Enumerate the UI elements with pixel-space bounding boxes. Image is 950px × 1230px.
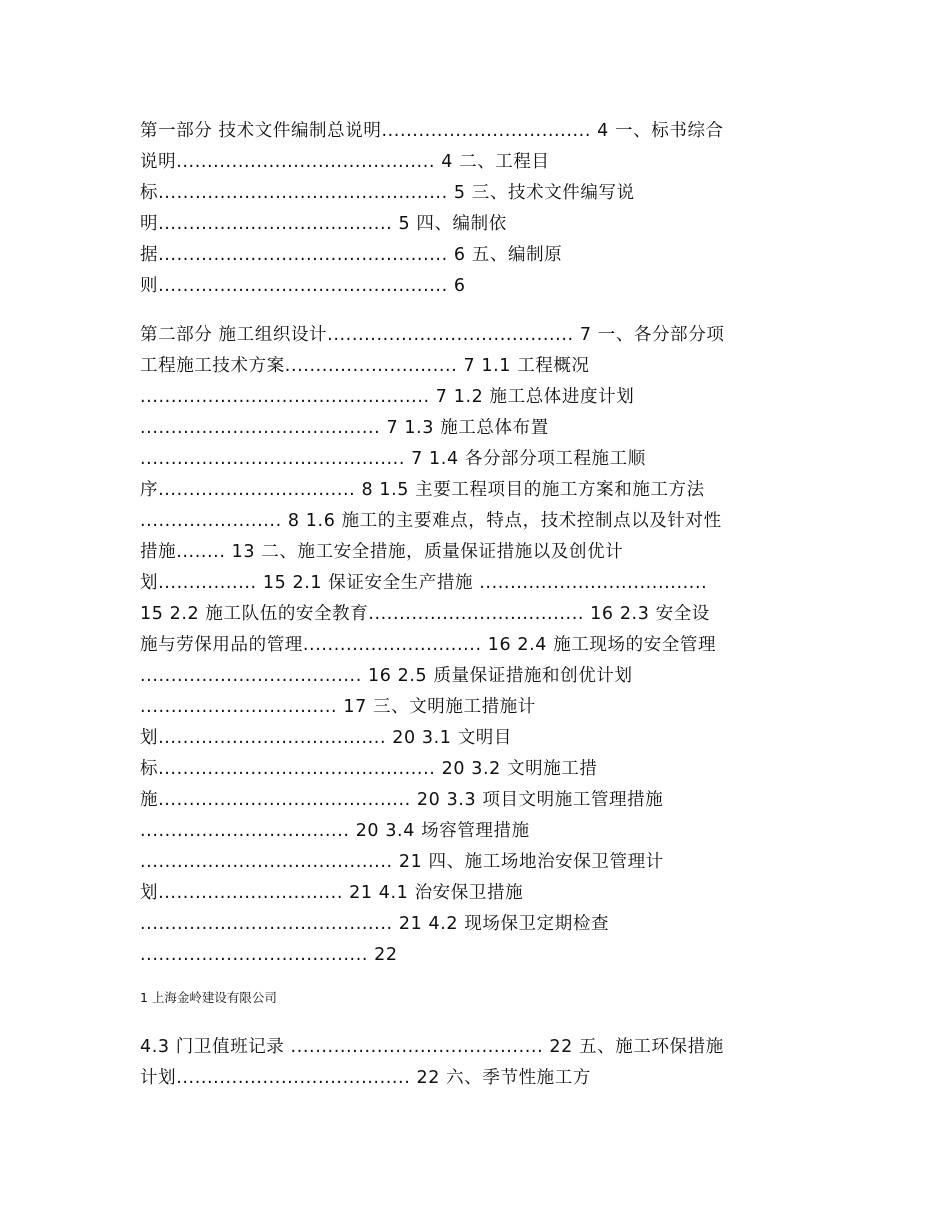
toc-line: .................................. 20 3.4 场容管理措施 — [140, 821, 530, 841]
toc-line: ......................................... 21 4.2 现场保卫定期检查 — [140, 914, 610, 934]
toc-line: 明...................................... 5 四、编制依 — [140, 214, 507, 234]
toc-line: 施与劳保用品的管理............................. 16 2.4 施工现场的安全管理 — [140, 635, 717, 655]
toc-line: 划..................................... 20 3.1 文明目 — [140, 728, 513, 748]
toc-line: ................................ 17 三、文明施工措施计 — [140, 697, 536, 717]
toc-line: 据............................................... 6 五、编制原 — [140, 245, 563, 265]
toc-line: ............................................... 7 1.2 施工总体进度计划 — [140, 387, 635, 407]
toc-line: 措施........ 13 二、施工安全措施，质量保证措施以及创优计 — [140, 542, 624, 562]
page-footer: 1 上海金岭建设有限公司 — [140, 990, 277, 1005]
toc-line: .................................... 16 2.5 质量保证措施和创优计划 — [140, 666, 633, 686]
toc-line: ....................... 8 1.6 施工的主要难点，特点，技术控制点以及针对性 — [140, 511, 722, 531]
toc-line: 计划...................................... 22 六、季节性施工方 — [140, 1068, 591, 1088]
toc-line: 工程施工技术方案............................ 7 1.1 工程概况 — [140, 356, 590, 376]
toc-line: 施......................................... 20 3.3 项目文明施工管理措施 — [140, 790, 664, 810]
toc-line: 划................ 15 2.1 保证安全生产措施 ..................................... — [140, 573, 708, 593]
toc-line: 第一部分 技术文件编制总说明.................................. 4 一、标书综合 — [140, 121, 724, 141]
toc-line: 则............................................... 6 — [140, 276, 466, 296]
toc-line: ....................................... 7 1.3 施工总体布置 — [140, 418, 549, 438]
toc-line: 序................................ 8 1.5 主要工程项目的施工方案和施工方法 — [140, 480, 705, 500]
toc-line: 划.............................. 21 4.1 治安保卫措施 — [140, 883, 524, 903]
toc-line: 4.3 门卫值班记录 ......................................... 22 五、施工环保措施 — [140, 1037, 724, 1057]
toc-line: ......................................... 21 四、施工场地治安保卫管理计 — [140, 852, 664, 872]
toc-line: 标............................................. 20 3.2 文明施工措 — [140, 759, 598, 779]
toc-line: 说明.......................................... 4 二、工程目 — [140, 152, 550, 172]
toc-line: ..................................... 22 — [140, 945, 398, 965]
toc-line: 第二部分 施工组织设计........................................ 7 一、各分部分项 — [140, 325, 725, 345]
toc-line: ........................................... 7 1.4 各分部分项工程施工顺 — [140, 449, 646, 469]
toc-line: 15 2.2 施工队伍的安全教育................................... 16 2.3 安全设 — [140, 604, 710, 624]
toc-line: 标............................................... 5 三、技术文件编写说 — [140, 183, 635, 203]
